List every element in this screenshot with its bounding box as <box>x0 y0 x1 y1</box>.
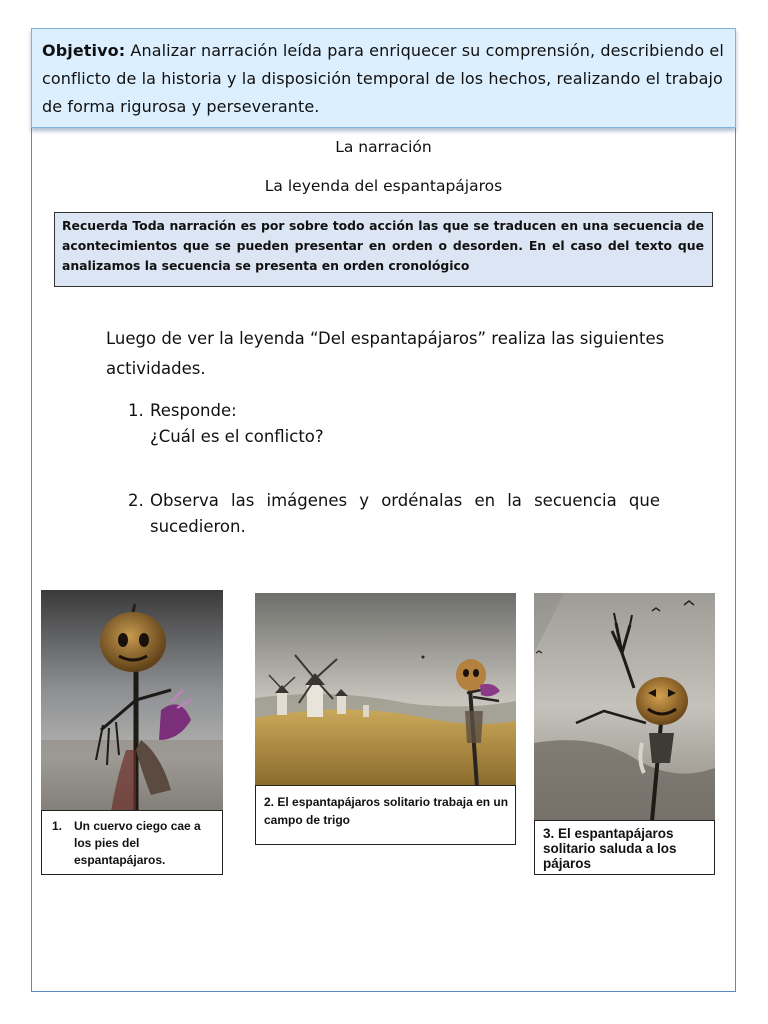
objective-text: Analizar narración leída para enriquecer su comprensión, describiendo el conflicto de la historia y la disposición temporal de los hechos, realizando el trabajo de forma rigurosa y perseverante. <box>42 41 724 116</box>
caption-1 <box>41 810 223 875</box>
activity-2-text: Observa las imágenes y ordénalas en la secuencia que sucedieron. <box>150 491 660 536</box>
legend-title: La leyenda del espantapájaros <box>264 177 503 195</box>
activity-2-number: 2. <box>128 491 144 510</box>
scarecrow-waving-image <box>534 593 715 821</box>
activity-1-number: 1. <box>128 401 144 420</box>
activity-1-instruction: Responde: <box>150 401 237 420</box>
wheat-field-windmills-image <box>255 593 516 787</box>
scarecrow-crow-image <box>41 590 223 812</box>
caption-2: 2. El espantapájaros solitario trabaja en un campo de trigo <box>255 785 516 845</box>
caption-1-text: Un cuervo ciego cae a los pies del espantapájaros. <box>74 819 201 867</box>
activity-2 <box>128 488 660 540</box>
caption-3: 3. El espantapájaros solitario saluda a los pájaros <box>534 820 715 875</box>
page-title: La narración <box>335 138 432 156</box>
reminder-box: Recuerda Toda narración es por sobre todo acción las que se traducen en una secuencia de acontecimientos que se pueden presentar en orden o desorden. En el caso del texto que analizamos la secuencia se presenta en orden cronológico <box>54 212 713 287</box>
intro-paragraph: Luego de ver la leyenda “Del espantapájaros” realiza las siguientes actividades. <box>106 329 665 378</box>
activity-1-question: ¿Cuál es el conflicto? <box>150 427 324 446</box>
objective-label: Objetivo: <box>42 41 126 60</box>
caption-1-number: 1. <box>52 819 63 833</box>
objective-box <box>31 28 736 128</box>
activity-1 <box>128 398 660 450</box>
